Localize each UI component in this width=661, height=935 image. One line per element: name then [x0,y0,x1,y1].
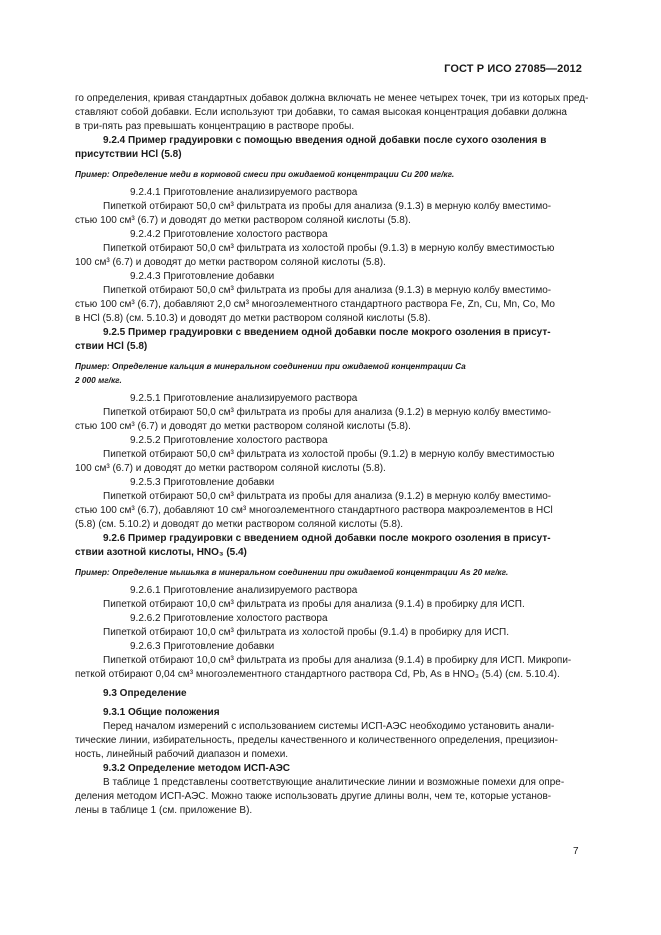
text-line: Пипеткой отбирают 50,0 см³ фильтрата из пробы для анализа (9.1.3) в мерную колбу вместимо- [103,201,552,212]
section-heading: 9.2.6 Пример градуировки с введением одной добавки после мокрого озоления в присут- [103,533,551,544]
subsection-heading: 9.2.6.1 Приготовление анализируемого раствора [130,585,358,596]
example-text: Пример: Определение кальция в минеральном соединении при ожидаемой концентрации Ca [75,361,466,371]
text-line: Перед началом измерений с использованием системы ИСП-АЭС необходимо установить анали- [103,721,555,732]
text-line: ставляют собой добавки. Если используют три добавки, то самая высокая концентрация добавки должна [75,107,567,118]
example-text: Пример: Определение мышьяка в минеральном соединении при ожидаемой концентрации As 20 мг/кг. [75,567,509,577]
subsection-heading: 9.2.6.3 Приготовление добавки [130,641,275,652]
text-line: го определения, кривая стандартных добавок должна включать не менее четырех точек, три из которых пред- [75,93,589,104]
text-line: 100 см³ (6.7) и доводят до метки раствором соляной кислоты (5.8). [75,463,386,474]
document-body [75,92,589,818]
text-line: В таблице 1 представлены соответствующие аналитические линии и возможные помехи для опре- [103,777,565,788]
document-code-header: ГОСТ Р ИСО 27085—2012 [444,63,582,75]
example-text: Пример: Определение меди в кормовой смеси при ожидаемой концентрации Cu 200 мг/кг. [75,169,455,179]
section-heading: 9.3.1 Общие положения [103,707,220,718]
subsection-heading: 9.2.4.3 Приготовление добавки [130,271,275,282]
subsection-heading: 9.2.4.1 Приготовление анализируемого раствора [130,187,358,198]
subsection-heading: 9.2.6.2 Приготовление холостого раствора [130,613,328,624]
text-line: Пипеткой отбирают 50,0 см³ фильтрата из пробы для анализа (9.1.2) в мерную колбу вместимо- [103,407,552,418]
text-line: Пипеткой отбирают 10,0 см³ фильтрата из пробы для анализа (9.1.4) в пробирку для ИСП. [103,599,525,610]
example-text: 2 000 мг/кг. [75,375,122,385]
section-heading: присутствии HCl (5.8) [75,149,182,160]
text-line: лены в таблице 1 (см. приложение В). [75,805,253,816]
text-line: ность, линейный рабочий диапазон и помехи. [75,749,289,760]
text-line: в три-пять раз превышать концентрацию в растворе пробы. [75,121,355,132]
text-line: (5.8) (см. 5.10.2) и доводят до метки раствором соляной кислоты (5.8). [75,519,404,530]
text-line: Пипеткой отбирают 50,0 см³ фильтрата из холостой пробы (9.1.3) в мерную колбу вместимостью [103,243,555,254]
text-line: стью 100 см³ (6.7), добавляют 10 см³ многоэлементного стандартного раствора макроэлементов в HCl [75,505,553,516]
text-line: стью 100 см³ (6.7) и доводят до метки раствором соляной кислоты (5.8). [75,421,411,432]
text-line: Пипеткой отбирают 10,0 см³ фильтрата из холостой пробы (9.1.4) в пробирку для ИСП. [103,627,510,638]
text-line: деления методом ИСП-АЭС. Можно также использовать другие длины волн, чем те, которые установ- [75,791,552,802]
section-heading: ствии азотной кислоты, HNO₃ (5.4) [75,547,247,558]
section-heading: 9.2.5 Пример градуировки с введением одной добавки после мокрого озоления в присут- [103,327,551,338]
text-line: Пипеткой отбирают 10,0 см³ фильтрата из пробы для анализа (9.1.4) в пробирку для ИСП. Микропи- [103,655,572,666]
text-line: Пипеткой отбирают 50,0 см³ фильтрата из пробы для анализа (9.1.3) в мерную колбу вместимо- [103,285,552,296]
section-heading: ствии HCl (5.8) [75,341,148,352]
subsection-heading: 9.2.5.3 Приготовление добавки [130,477,275,488]
section-heading: 9.3 Определение [103,688,187,699]
text-line: тические линии, избирательность, пределы качественного и количественного определения, прецизион- [75,735,558,746]
text-line: стью 100 см³ (6.7) и доводят до метки раствором соляной кислоты (5.8). [75,215,411,226]
subsection-heading: 9.2.5.1 Приготовление анализируемого раствора [130,393,358,404]
subsection-heading: 9.2.5.2 Приготовление холостого раствора [130,435,328,446]
page-number: 7 [573,846,579,857]
section-heading: 9.3.2 Определение методом ИСП-АЭС [103,763,291,774]
text-line: петкой отбирают 0,04 см³ многоэлементного стандартного раствора Cd, Pb, As в HNO₃ (5.4) (см. 5.10.4). [75,669,560,680]
section-heading: 9.2.4 Пример градуировки с помощью введения одной добавки после сухого озоления в [103,135,547,146]
text-line: стью 100 см³ (6.7), добавляют 2,0 см³ многоэлементного стандартного раствора Fe, Zn, Cu, Mn, Co, Mo [75,299,555,310]
text-line: Пипеткой отбирают 50,0 см³ фильтрата из пробы для анализа (9.1.2) в мерную колбу вместимо- [103,491,552,502]
text-line: в HCl (5.8) (см. 5.10.3) и доводят до метки раствором соляной кислоты (5.8). [75,313,431,324]
text-line: Пипеткой отбирают 50,0 см³ фильтрата из холостой пробы (9.1.2) в мерную колбу вместимостью [103,449,555,460]
text-line: 100 см³ (6.7) и доводят до метки раствором соляной кислоты (5.8). [75,257,386,268]
subsection-heading: 9.2.4.2 Приготовление холостого раствора [130,229,328,240]
